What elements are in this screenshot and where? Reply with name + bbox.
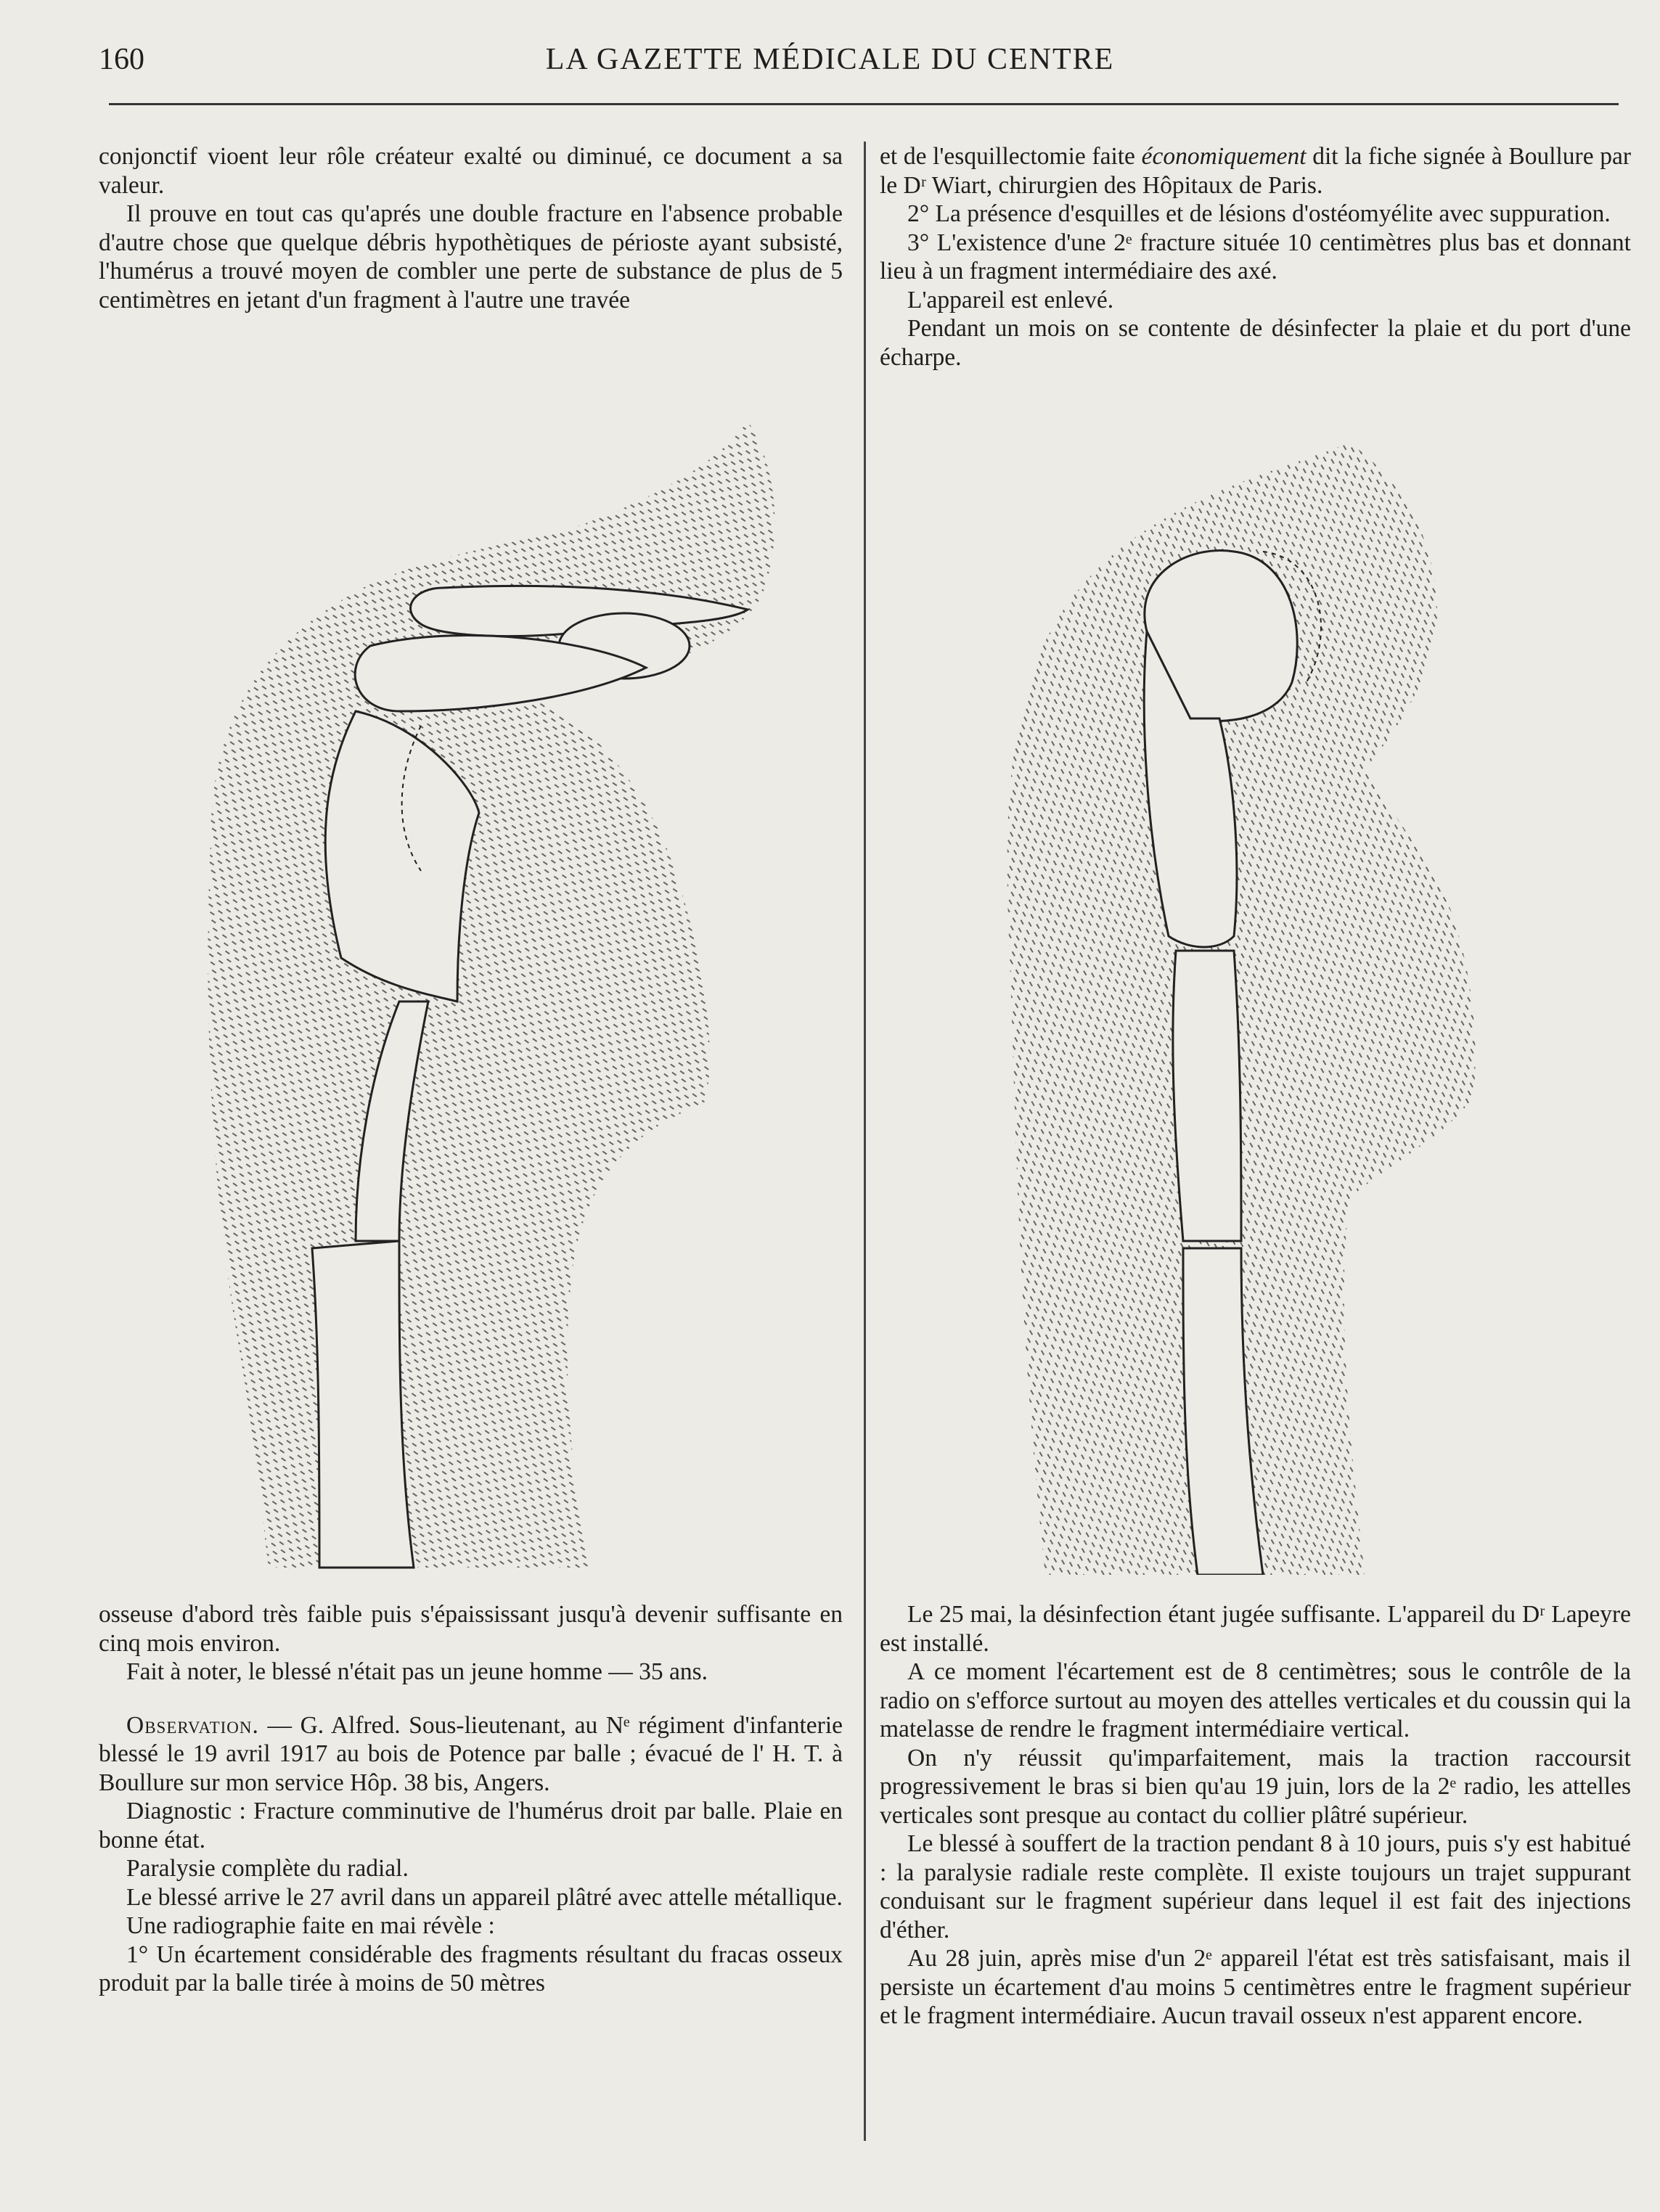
radiograph-figure-right <box>1002 428 1640 1575</box>
page-number: 160 <box>99 43 144 76</box>
emphasis-text: économiquement <box>1141 143 1307 170</box>
paragraph: Pendant un mois on se contente de désinfecter la plaie et du port d'une écharpe. <box>880 315 1631 371</box>
left-column-top <box>99 142 843 314</box>
paragraph: Le 25 mai, la désinfection étant jugée suffisante. L'appareil du Dʳ Lapeyre est installé. <box>880 1601 1631 1657</box>
paragraph: On n'y réussit qu'imparfaitement, mais la traction raccoursit progressivement le bras si bien qu'au 19 juin, lors de la 2ᵉ radio, les attelles verticales sont presque au contact du collier plâtré supérieur. <box>880 1744 1631 1829</box>
column-rule <box>864 142 866 2141</box>
paragraph: conjonctif vioent leur rôle créateur exalté ou diminué, ce document a sa valeur. <box>99 143 843 199</box>
running-title: LA GAZETTE MÉDICALE DU CENTRE <box>545 43 1115 76</box>
paragraph <box>880 142 1631 200</box>
paragraph: Fait à noter, le blessé n'était pas un jeune homme — 35 ans. <box>126 1658 708 1685</box>
header-rule <box>109 103 1619 105</box>
paragraph: 3° L'existence d'une 2ᵉ fracture située 10 centimètres plus bas et donnant lieu à un fragment intermédiaire des axé. <box>880 229 1631 284</box>
left-column-bottom <box>99 1600 843 1998</box>
right-column-top <box>880 142 1631 372</box>
radiograph-figure-left <box>181 406 856 1575</box>
paragraph: Il prouve en tout cas qu'aprés une double fracture en l'absence probable d'autre chose que quelque débris hypothètiques de périoste ayant subsisté, l'humérus a trouvé moyen de combler une perte de substance de plus de 5 centimètres en jetant d'un fragment à l'autre une travée <box>99 200 843 314</box>
paragraph: Le blessé à souffert de la traction pendant 8 à 10 jours, puis s'y est habitué : la paralysie radiale reste complète. Il existe toujours un trajet suppurant conduisant sur le fragment supérieur dans lequel il est fait des injections d'éther. <box>880 1830 1631 1943</box>
text-run: dit la fiche signée à Boullure par le Dʳ Wiart, chirurgien des Hôpitaux de Paris. <box>880 143 1631 199</box>
observation-paragraph <box>99 1711 843 1798</box>
observation-heading: Observation. <box>126 1711 259 1739</box>
observation-text: — G. Alfred. Sous-lieutenant, au Nᵉ régiment d'infanterie blessé le 19 avril 1917 au bois de Potence par balle ; évacué de l' H. T. à Boullure sur mon service Hôp. 38 bis, Angers. <box>99 1711 843 1796</box>
paragraph: L'appareil est enlevé. <box>907 286 1114 314</box>
paragraph: Au 28 juin, après mise d'un 2ᵉ appareil l'état est très satisfaisant, mais il persiste un écartement d'au moins 5 centimètres entre le fragment supérieur et le fragment intermédiaire. Aucun travail osseux n'est apparent encore. <box>880 1945 1631 2029</box>
paragraph: 1° Un écartement considérable des fragments résultant du fracas osseux produit par la balle tirée à moins de 50 mètres <box>99 1941 843 1996</box>
paragraph: Le blessé arrive le 27 avril dans un appareil plâtré avec attelle métallique. <box>126 1883 843 1911</box>
paragraph: A ce moment l'écartement est de 8 centimètres; sous le contrôle de la radio on s'efforce surtout au moyen des attelles verticales et du coussin qui la matelasse de rendre le fragment intermédiaire vertical. <box>880 1658 1631 1742</box>
paragraph: 2° La présence d'esquilles et de lésions d'ostéomyélite avec suppuration. <box>907 200 1611 227</box>
paragraph: osseuse d'abord très faible puis s'épaississant jusqu'à devenir suffisante en cinq mois environ. <box>99 1601 843 1657</box>
right-column-bottom <box>880 1600 1631 2031</box>
paragraph: Paralysie complète du radial. <box>126 1855 409 1882</box>
text-run: et de l'esquillectomie faite <box>880 143 1142 170</box>
paragraph: Diagnostic : Fracture comminutive de l'humérus droit par balle. Plaie en bonne état. <box>99 1798 843 1853</box>
paragraph: Une radiographie faite en mai révèle : <box>126 1912 495 1939</box>
